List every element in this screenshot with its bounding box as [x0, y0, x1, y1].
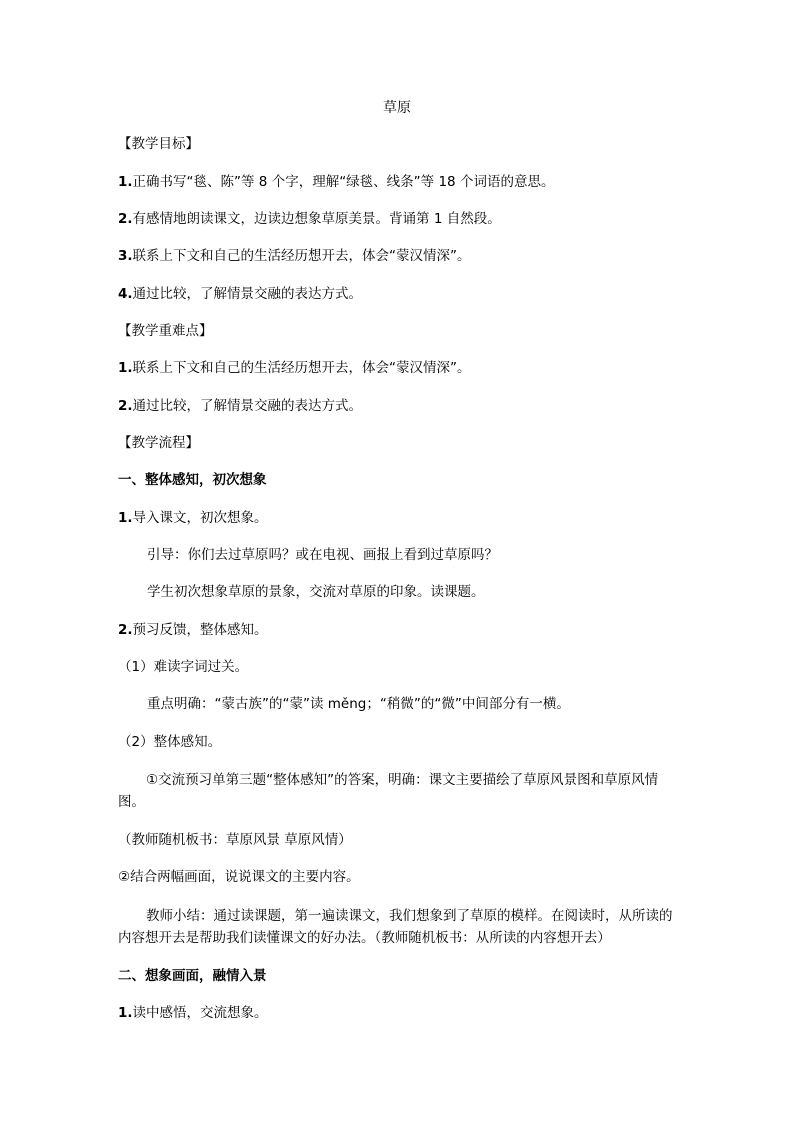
step-item-1	[118, 508, 678, 528]
step-text: 导入课文，初次想象。	[132, 510, 268, 526]
step-item-2	[118, 620, 678, 640]
key-point-number: 1.	[118, 360, 133, 376]
subsection-2-paragraph: ①交流预习单第三题“整体感知”的答案，明确：课文主要描绘了草原风景图和草原风情图。	[118, 772, 659, 810]
goal-text: 有感情地朗读课文，边读边想象草原美景。背诵第 1 自然段。	[132, 211, 501, 227]
section-heading-flow: 【教学流程】	[118, 435, 199, 451]
step-number: 1.	[118, 1005, 133, 1021]
subsection-1-paragraph: 重点明确：“蒙古族”的“蒙”读 měng；“稍微”的“微”中间部分有一横。	[147, 696, 570, 712]
key-point-item-2	[118, 396, 678, 416]
goal-number: 3.	[118, 248, 133, 264]
step1-paragraph-2: 学生初次想象草原的景象，交流对草原的印象。读课题。	[147, 584, 485, 600]
summary-paragraph: 教师小结：通过读课题，第一遍读课文，我们想象到了草原的模样。在阅读时，从所读的内容想开去是帮助我们读懂课文的好办法。（教师随机板书：从所读的内容想开去）	[118, 908, 673, 946]
item-2-paragraph: ②结合两幅画面，说说课文的主要内容。	[118, 869, 360, 885]
goal-text: 联系上下文和自己的生活经历想开去，体会“蒙汉情深”。	[132, 248, 471, 264]
goal-item-1	[118, 172, 678, 192]
goal-item-4	[118, 284, 678, 304]
goal-text: 通过比较，了解情景交融的表达方式。	[132, 286, 363, 302]
step-text: 预习反馈，整体感知。	[132, 622, 268, 638]
goal-number: 4.	[118, 286, 133, 302]
goal-text: 正确书写“毯、陈”等 8 个字，理解“绿毯、线条”等 18 个词语的意思。	[132, 174, 555, 190]
step-number: 2.	[118, 622, 133, 638]
step-text: 读中感悟，交流想象。	[132, 1005, 268, 1021]
goal-item-3	[118, 246, 678, 266]
document-title: 草原	[383, 100, 411, 116]
key-point-text: 联系上下文和自己的生活经历想开去，体会“蒙汉情深”。	[132, 360, 471, 376]
step-item-3	[118, 1003, 678, 1023]
section-heading-key-points: 【教学重难点】	[118, 323, 213, 339]
part-heading-1: 一、整体感知，初次想象	[118, 472, 267, 488]
key-point-item-1	[118, 358, 678, 378]
section-heading-goals: 【教学目标】	[118, 136, 199, 152]
step1-paragraph-1: 引导：你们去过草原吗？或在电视、画报上看到过草原吗？	[147, 547, 498, 563]
part-heading-2: 二、想象画面，融情入景	[118, 968, 267, 984]
subsection-2: （2）整体感知。	[118, 734, 222, 750]
key-point-number: 2.	[118, 398, 133, 414]
subsection-1: （1）难读字词过关。	[118, 659, 249, 675]
goal-number: 2.	[118, 211, 133, 227]
step-number: 1.	[118, 510, 133, 526]
goal-item-2	[118, 209, 678, 229]
goal-number: 1.	[118, 174, 133, 190]
key-point-text: 通过比较，了解情景交融的表达方式。	[132, 398, 363, 414]
board-note-1: （教师随机板书：草原风景 草原风情）	[118, 832, 352, 848]
